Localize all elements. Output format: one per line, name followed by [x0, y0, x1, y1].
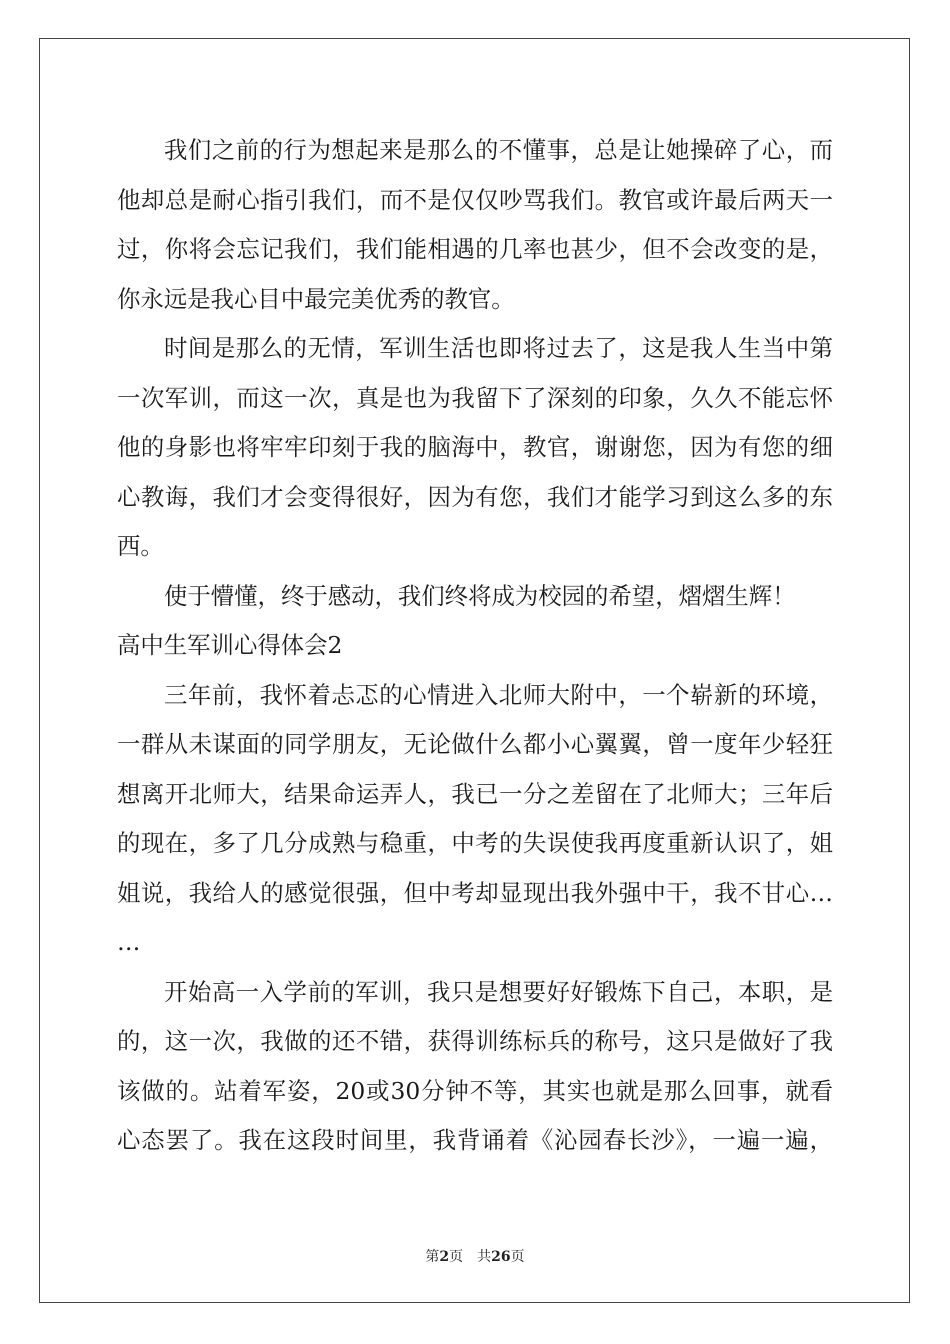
text-line: 一次军训，而这一次，真是也为我留下了深刻的印象，久久不能忘怀	[117, 383, 833, 412]
total-prefix: 共	[477, 1249, 492, 1265]
page-suffix: 页	[449, 1249, 464, 1265]
text-line: 一群从未谋面的同学朋友，无论做什么都小心翼翼，曾一度年少轻狂	[117, 730, 833, 758]
text-line: 该做的。站着军姿，20或30分钟不等，其实也就是那么回事，就看	[117, 1076, 833, 1105]
page-prefix: 第	[425, 1249, 440, 1265]
text-line: 你永远是我心目中最完美优秀的教官。	[117, 284, 515, 313]
text-line: 他的身影也将牢牢印刻于我的脑海中，教官，谢谢您，因为有您的细	[117, 433, 833, 461]
document-body	[117, 126, 833, 1166]
text-line: 我们之前的行为想起来是那么的不懂事，总是让她操碎了心，而	[164, 136, 833, 164]
page-number: 2	[439, 1249, 450, 1265]
text-line: 心教诲，我们才会变得很好，因为有您，我们才能学习到这么多的东	[117, 482, 833, 511]
text-line: 过，你将会忘记我们，我们能相遇的几率也甚少，但不会改变的是，	[117, 235, 833, 263]
text-line: 时间是那么的无情，军训生活也即将过去了，这是我人生当中第	[164, 334, 833, 362]
text-line: 的，这一次，我做的还不错，获得训练标兵的称号，这只是做好了我	[117, 1027, 833, 1055]
text-line: 三年前，我怀着忐忑的心情进入北师大附中，一个崭新的环境，	[164, 680, 833, 709]
text-line: 想离开北师大，结果命运弄人，我已一分之差留在了北师大；三年后	[117, 779, 833, 808]
text-line: 他却总是耐心指引我们，而不是仅仅吵骂我们。教官或许最后两天一	[117, 185, 833, 214]
text-line: 心态罢了。我在这段时间里，我背诵着《沁园春长沙》，一遍一遍，	[117, 1126, 833, 1154]
text-line: 姐说，我给人的感觉很强，但中考却显现出我外强中干，我不甘心…	[117, 878, 833, 907]
total-pages: 26	[491, 1249, 511, 1265]
section-heading: 高中生军训心得体会2	[117, 631, 343, 659]
text-line: 开始高一入学前的军训，我只是想要好好锻炼下自己，本职，是	[164, 977, 833, 1006]
text-line: 使于懵懂，终于感动，我们终将成为校园的希望，熠熠生辉！	[164, 581, 796, 610]
text-line: 西。	[117, 532, 164, 560]
text-line: …	[117, 928, 141, 956]
total-suffix: 页	[510, 1249, 525, 1265]
page-footer	[0, 1246, 950, 1266]
text-line: 的现在，多了几分成熟与稳重，中考的失误使我再度重新认识了，姐	[117, 829, 833, 857]
